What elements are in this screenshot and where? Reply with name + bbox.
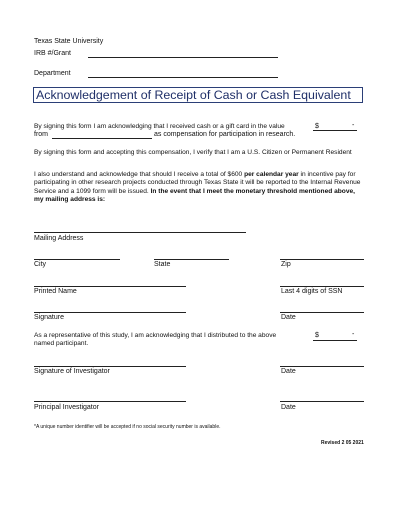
- from-field[interactable]: [52, 138, 152, 139]
- value-dash: -: [352, 122, 355, 129]
- department-field[interactable]: [88, 77, 278, 78]
- irb-grant-label: IRB #/Grant: [34, 50, 71, 57]
- zip-field[interactable]: [280, 259, 364, 260]
- from-label: from: [34, 131, 48, 138]
- state-label: State: [154, 261, 171, 268]
- printed-name-field[interactable]: [34, 286, 186, 287]
- form-title: Acknowledgement of Receipt of Cash or Cash Equivalent: [36, 88, 351, 102]
- mailing-address-label: Mailing Address: [34, 235, 84, 242]
- date-label-1: Date: [281, 314, 296, 321]
- tax-text-d: In the event that I meet the monetary threshold mentioned above, my mailing address is:: [34, 187, 356, 204]
- rep-dollar-sign: $: [315, 332, 319, 339]
- rep-dash: -: [352, 331, 355, 338]
- university-name: Texas State University: [34, 38, 104, 45]
- date-label-2: Date: [281, 368, 296, 375]
- form-title-box: [33, 87, 363, 103]
- rep-amount-field[interactable]: [313, 340, 357, 341]
- date-field-2[interactable]: [280, 366, 364, 367]
- signature-label: Signature: [34, 314, 64, 321]
- ssn-field[interactable]: [280, 286, 364, 287]
- value-amount-field[interactable]: [313, 130, 357, 131]
- date-field-1[interactable]: [280, 312, 364, 313]
- tax-reporting-statement: [34, 171, 364, 205]
- zip-label: Zip: [281, 261, 291, 268]
- date-field-3[interactable]: [280, 401, 364, 402]
- value-dollar-sign: $: [315, 123, 319, 130]
- city-field[interactable]: [34, 259, 120, 260]
- investigator-signature-label: Signature of Investigator: [34, 368, 110, 375]
- compensation-text-2: as compensation for participation in research.: [154, 131, 296, 138]
- tax-text-c: in incentive pay for participating in other research projects conducted through Texas State it will be reported to the Internal Revenue Service and a 1099 form will be issued.: [34, 171, 361, 195]
- revised-date: Revised 2 05 2021: [321, 440, 364, 446]
- investigator-signature-field[interactable]: [34, 366, 186, 367]
- city-label: City: [34, 261, 47, 268]
- principal-investigator-field[interactable]: [34, 401, 186, 402]
- date-label-3: Date: [281, 404, 296, 411]
- tax-text-a: I also understand and acknowledge that should I receive a total of $600: [34, 171, 243, 178]
- tax-text-b: per calendar year: [244, 171, 299, 178]
- printed-name-label: Printed Name: [34, 288, 77, 295]
- irb-grant-field[interactable]: [88, 57, 278, 58]
- ssn-label: Last 4 digits of SSN: [281, 288, 343, 295]
- citizenship-statement: By signing this form and accepting this compensation, I verify that I am a U.S. Citizen or Permanent Resident: [34, 149, 352, 156]
- mailing-address-field[interactable]: [34, 232, 246, 233]
- principal-investigator-label: Principal Investigator: [34, 404, 99, 411]
- department-label: Department: [34, 70, 71, 77]
- representative-statement: As a representative of this study, I am acknowledging that I distributed to the above named participant.: [34, 332, 277, 348]
- signature-field[interactable]: [34, 312, 186, 313]
- state-field[interactable]: [154, 259, 229, 260]
- footnote: *A unique number identifier will be accepted if no social security number is available.: [34, 424, 221, 430]
- compensation-text-1: By signing this form I am acknowledging that I received cash or a gift card in the value: [34, 123, 285, 130]
